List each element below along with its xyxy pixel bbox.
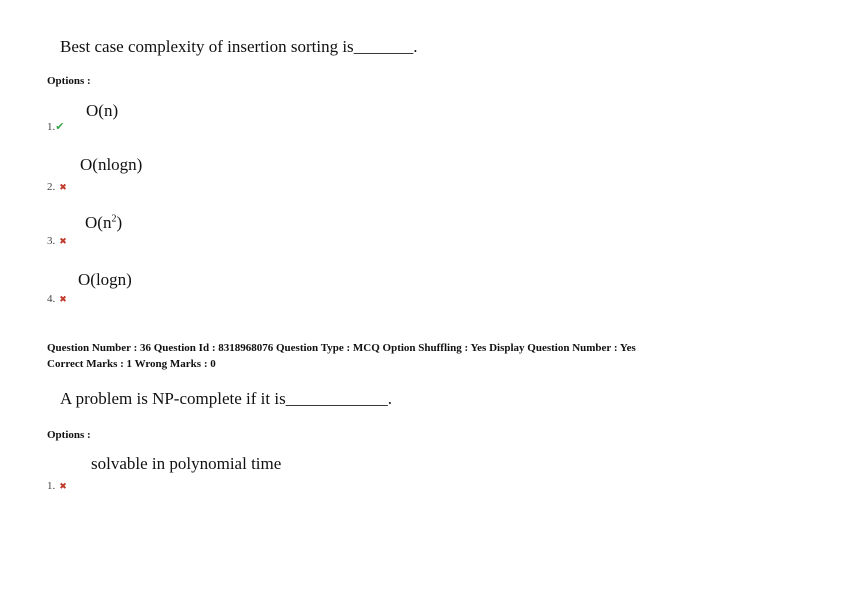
option-text: O(nlogn) <box>80 155 143 174</box>
question-meta: Question Number : 36 Question Id : 8318968076 Question Type : MCQ Option Shuffling : Yes Display Question Number : Yes <box>47 342 636 354</box>
question-end: . <box>387 389 392 408</box>
cross-icon: ✖ <box>59 237 67 247</box>
question-end: . <box>413 37 418 56</box>
option-text: solvable in polynomial time <box>91 454 282 473</box>
question-blank: _______ <box>353 37 414 56</box>
question-text <box>60 389 392 409</box>
option-text <box>85 213 122 233</box>
option-number: 2. <box>47 181 56 193</box>
option-text: O(logn) <box>78 270 132 289</box>
option-number: 3. <box>47 235 56 247</box>
cross-icon: ✖ <box>59 295 67 305</box>
question-text-body: A problem is NP-complete if it is <box>60 389 286 408</box>
options-label: Options : <box>47 429 91 441</box>
option-text-end: ) <box>116 213 123 232</box>
option-number-row <box>47 231 67 249</box>
option-text-superscript: 2 <box>111 213 117 225</box>
option-number-row <box>47 289 67 307</box>
question-text <box>60 37 417 57</box>
question-blank: ____________ <box>285 389 388 408</box>
check-icon: ✔ <box>55 120 65 133</box>
option-number-row <box>47 476 67 494</box>
cross-icon: ✖ <box>59 183 67 193</box>
option-number-row <box>47 117 64 135</box>
option-text: O(n) <box>86 101 119 120</box>
option-text-base: O(n <box>85 213 112 232</box>
option-number-row <box>47 177 67 195</box>
cross-icon: ✖ <box>59 482 67 492</box>
question-marks: Correct Marks : 1 Wrong Marks : 0 <box>47 358 216 370</box>
option-number: 1. <box>47 121 56 133</box>
question-text-body: Best case complexity of insertion sorting is <box>60 37 354 56</box>
options-label: Options : <box>47 75 91 87</box>
option-number: 4. <box>47 293 56 305</box>
option-number: 1. <box>47 480 56 492</box>
